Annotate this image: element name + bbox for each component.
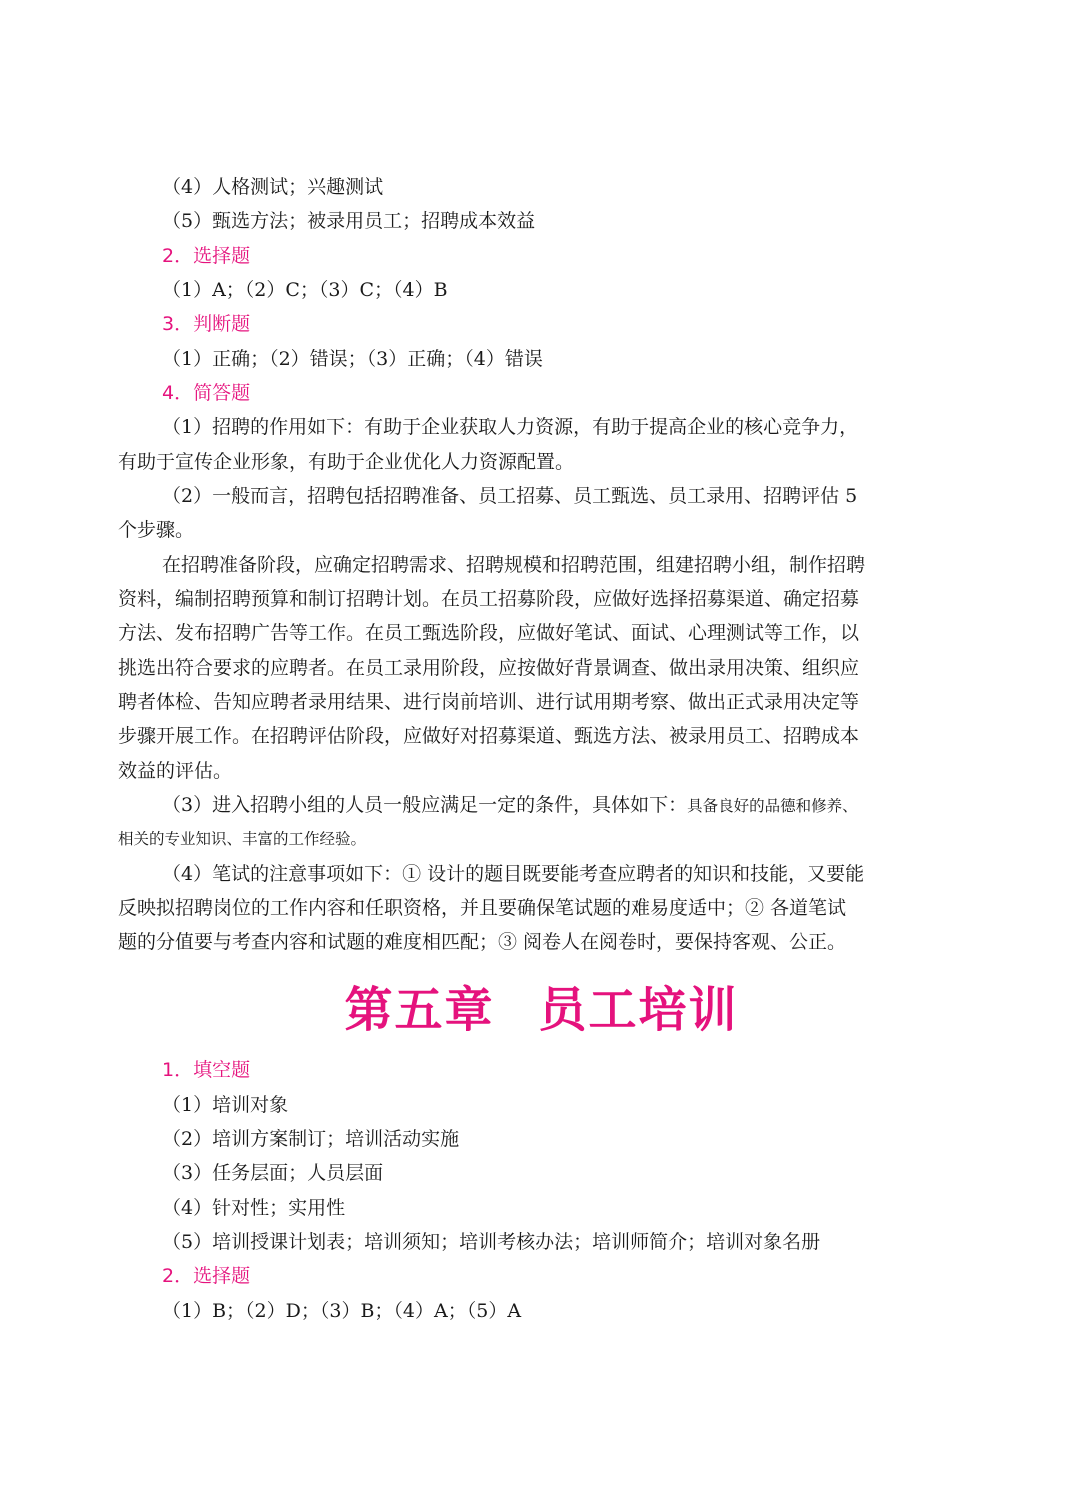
short-answer-3-line1: [162, 788, 858, 823]
paragraph-line: 资料，编制招聘预算和制订招聘计划。在员工招募阶段，应做好选择招募渠道、确定招募: [118, 588, 860, 610]
fill-blank-heading: 1．填空题: [162, 1059, 251, 1081]
fill-answer-4: （4）人格测试；兴趣测试: [162, 176, 384, 198]
chapter-number: 第五章: [344, 982, 495, 1038]
choice-answers: （1）A；（2）C；（3）C；（4）B: [162, 279, 448, 301]
short-answer-4-line2: 反映拟招聘岗位的工作内容和任职资格，并且要确保笔试题的难易度适中；② 各道笔试: [118, 897, 847, 919]
fill-answer-2: （2）培训方案制订；培训活动实施: [162, 1128, 460, 1150]
short-answer-3-line2: 相关的专业知识、丰富的工作经验。: [118, 830, 367, 848]
fill-answer-5: （5）培训授课计划表；培训须知；培训考核办法；培训师简介；培训对象名册: [162, 1231, 821, 1253]
paragraph-line: 步骤开展工作。在招聘评估阶段，应做好对招募渠道、甄选方法、被录用员工、招聘成本: [118, 725, 860, 747]
short-answer-2-line1: （2）一般而言，招聘包括招聘准备、员工招募、员工甄选、员工录用、招聘评估 5: [162, 485, 858, 507]
fill-answer-5: （5）甄选方法；被录用员工；招聘成本效益: [162, 210, 536, 232]
short-answer-1-line1: （1）招聘的作用如下：有助于企业获取人力资源，有助于提高企业的核心竞争力，: [162, 416, 859, 438]
paragraph-line: 挑选出符合要求的应聘者。在员工录用阶段，应按做好背景调查、做出录用决策、组织应: [118, 657, 860, 679]
short-answer-1-line2: 有助于宣传企业形象，有助于企业优化人力资源配置。: [118, 451, 575, 473]
paragraph-line: 聘者体检、告知应聘者录用结果、进行岗前培训、进行试用期考察、做出正式录用决定等: [118, 691, 860, 713]
choice-heading: 2．选择题: [162, 245, 251, 267]
short-answer-3-main: （3）进入招聘小组的人员一般应满足一定的条件，具体如下：: [162, 794, 688, 816]
judge-answers: （1）正确；（2）错误；（3）正确；（4）错误: [162, 348, 543, 370]
chapter-title: [0, 980, 1083, 1040]
choice-answers: （1）B；（2）D；（3）B；（4）A；（5）A: [162, 1300, 522, 1322]
paragraph-line: 在招聘准备阶段，应确定招聘需求、招聘规模和招聘范围，组建招聘小组，制作招聘: [162, 554, 866, 576]
judge-heading: 3．判断题: [162, 313, 251, 335]
short-answer-4-line3: 题的分值要与考查内容和试题的难度相匹配；③ 阅卷人在阅卷时，要保持客观、公正。: [118, 931, 847, 953]
short-answer-heading: 4．简答题: [162, 382, 251, 404]
fill-answer-1: （1）培训对象: [162, 1094, 289, 1116]
short-answer-2-line2: 个步骤。: [118, 519, 195, 541]
fill-answer-3: （3）任务层面；人员层面: [162, 1162, 384, 1184]
fill-answer-4: （4）针对性；实用性: [162, 1197, 346, 1219]
chapter-name: 员工培训: [538, 982, 739, 1038]
choice-heading: 2．选择题: [162, 1265, 251, 1287]
paragraph-line: 效益的评估。: [118, 760, 233, 782]
short-answer-3-small: 具备良好的品德和修养、: [687, 797, 858, 815]
short-answer-4-line1: （4）笔试的注意事项如下：① 设计的题目既要能考查应聘者的知识和技能，又要能: [162, 863, 865, 885]
paragraph-line: 方法、发布招聘广告等工作。在员工甄选阶段，应做好笔试、面试、心理测试等工作，以: [118, 622, 860, 644]
